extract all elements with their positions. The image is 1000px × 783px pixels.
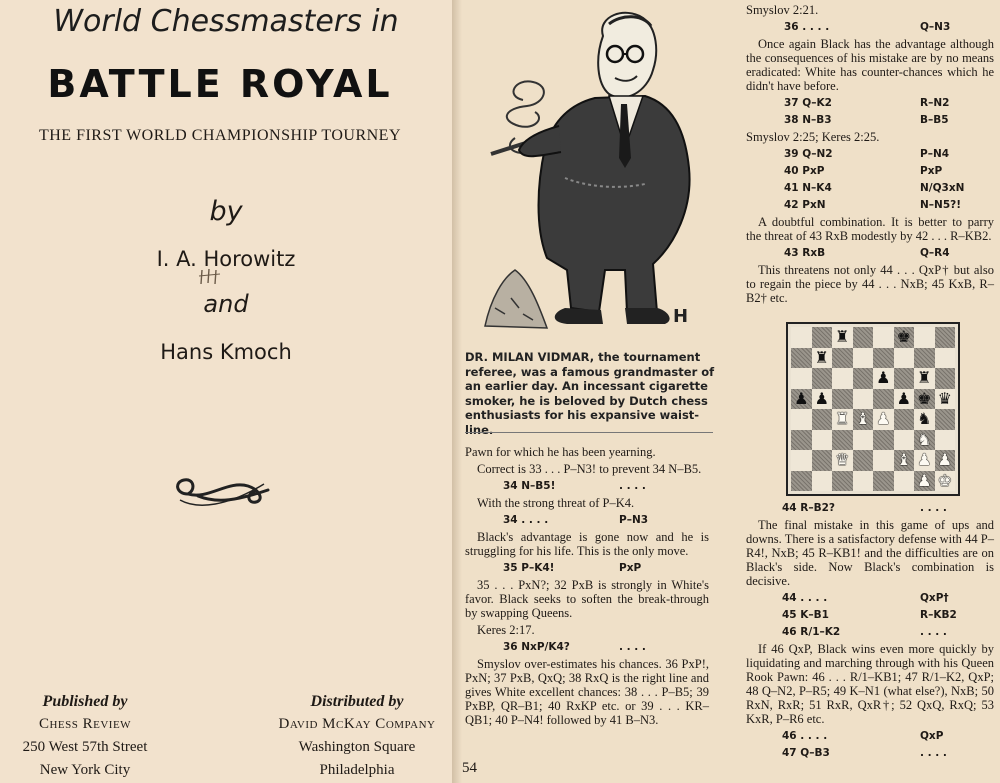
illustration-caption: DR. MILAN VIDMAR, the tournament referee, was a famous grandmaster of an earlier day. An incessant cigarette smoker, he is beloved by Dutch chess enthusiasts for his expansive waist-line.	[465, 350, 715, 437]
black-pawn-icon: ♟	[814, 388, 829, 408]
move-row: 41 N–K4 N/Q3xN	[784, 182, 965, 194]
subtitle: THE FIRST WORLD CHAMPIONSHIP TOURNEY	[38, 127, 402, 144]
board-square	[853, 409, 874, 430]
paragraph: The final mistake in this game of ups and downs. There is a satisfactory defense with 44 P–R4!, NxB; 45 R–KB1! and the difficulties are on Black's side. Now Black's combination is decisive.	[746, 518, 994, 588]
clock-time: Smyslov 2:21.	[746, 3, 819, 17]
board-square	[873, 348, 894, 369]
board-square	[791, 409, 812, 430]
white-pawn-icon: ♟	[876, 409, 891, 429]
move-row: 44 R–B2? . . . .	[782, 502, 947, 514]
board-square	[873, 368, 894, 389]
board-square	[853, 389, 874, 410]
white-queen-icon: ♛	[835, 450, 850, 470]
move-row: 38 N–B3 B–B5	[784, 114, 949, 126]
board-square	[894, 430, 915, 451]
title-line-1: World Chessmasters in	[53, 4, 399, 39]
board-square	[853, 368, 874, 389]
board-square	[791, 450, 812, 471]
black-pawn-icon: ♟	[896, 388, 911, 408]
move-row: 46 R/1–K2 . . . .	[782, 626, 947, 638]
black-king-icon: ♚	[917, 388, 932, 408]
move-row: 36 NxP/K4? . . . .	[503, 641, 646, 653]
distributor-label: Distributed by	[310, 693, 404, 710]
paragraph: This threatens not only 44 . . . QxP† but also to regain the piece by 44 . . . NxB; 45 KxB, R–B2† etc.	[746, 263, 994, 305]
column-c	[746, 500, 994, 763]
publisher-address: 250 West 57th Street	[22, 739, 148, 755]
move-row: 42 PxN N–N5?!	[784, 199, 962, 211]
board-square	[812, 471, 833, 492]
black-king-icon: ♚	[896, 327, 911, 347]
board-square	[812, 327, 833, 348]
artist-initials: H	[673, 306, 689, 327]
paragraph: Smyslov over-estimates his chances. 36 PxP!, PxN; 37 PxB, QxQ; 38 RxQ is the right line and gives White excellent chances: 38 . . . P–B5; 39 PxBP, QR–B1; 40 RxKP etc. or 39 . . . KR–QB1; 40 P–N4! followed by 41 B–N3.	[465, 657, 709, 727]
board-square	[832, 348, 853, 369]
board-square	[791, 389, 812, 410]
white-bishop-icon: ♝	[855, 409, 870, 429]
move-row: 34 N–B5! . . . .	[503, 480, 646, 492]
move-row: 35 P–K4! PxP	[503, 562, 642, 574]
author-horowitz: I. A. Horowitz	[156, 247, 296, 271]
white-bishop-icon: ♝	[896, 450, 911, 470]
main-title: BATTLE ROYAL	[47, 62, 393, 106]
board-square	[873, 471, 894, 492]
by-label: by	[209, 196, 243, 227]
board-square	[894, 471, 915, 492]
move-row: 40 PxP PxP	[784, 165, 943, 177]
and-label: and	[203, 290, 249, 318]
board-square	[853, 471, 874, 492]
column-b	[746, 3, 994, 308]
paragraph: With the strong threat of P–K4.	[477, 496, 635, 510]
distributor-block	[262, 690, 452, 782]
board-square	[832, 368, 853, 389]
board-square	[914, 389, 935, 410]
caricature-illustration	[475, 8, 710, 346]
board-square	[894, 389, 915, 410]
board-square	[853, 348, 874, 369]
column-a	[465, 445, 709, 730]
board-square	[812, 368, 833, 389]
board-square	[832, 327, 853, 348]
board-square	[812, 450, 833, 471]
pencil-mark-icon	[198, 266, 224, 288]
board-square	[873, 450, 894, 471]
board-square	[873, 430, 894, 451]
clock-time: Keres 2:17.	[477, 623, 535, 637]
board-square	[812, 430, 833, 451]
white-pawn-icon: ♟	[917, 470, 932, 490]
board-square	[832, 471, 853, 492]
board-square	[914, 368, 935, 389]
distributor-address: Washington Square	[298, 739, 416, 755]
board-square	[935, 409, 956, 430]
board-square	[914, 471, 935, 492]
white-pawn-icon: ♟	[937, 450, 952, 470]
caption-divider	[465, 432, 713, 433]
publisher-city: New York City	[39, 762, 131, 778]
board-square	[914, 409, 935, 430]
board-square	[853, 430, 874, 451]
chess-diagram	[786, 322, 960, 496]
board-square	[873, 409, 894, 430]
paragraph: If 46 QxP, Black wins even more quickly by liquidating and marching through with his Queen Rook Pawn: 46 . . . R/1–KB1; 47 R/1–K2, QxP; 48 Q–N2, P–R5; 49 K–N1 (what else?), NxB; 50 RxN, RxR; 51 RxR, QxR†; 52 QxQ, RxQ; 53 KxR, P–R6 etc.	[746, 642, 994, 726]
board-square	[894, 327, 915, 348]
publisher-label: Published by	[42, 693, 128, 710]
paragraph: Once again Black has the advantage although the consequences of his mistake are by no means eradicated: White has counter-chances which he didn't have before.	[746, 37, 994, 93]
board-square	[791, 430, 812, 451]
publisher-block	[0, 690, 170, 782]
board-square	[894, 368, 915, 389]
board-square	[853, 327, 874, 348]
publisher-name: Chess Review	[38, 716, 132, 732]
board-square	[832, 430, 853, 451]
board-square	[935, 348, 956, 369]
chess-board	[791, 327, 955, 491]
board-square	[935, 430, 956, 451]
move-row: 37 Q–K2 R–N2	[784, 97, 950, 109]
board-square	[935, 368, 956, 389]
page-number: 54	[462, 760, 477, 776]
move-row: 43 RxB Q–R4	[784, 247, 950, 259]
paragraph: Black's advantage is gone now and he is struggling for his life. This is the only move.	[465, 530, 709, 558]
board-square	[914, 348, 935, 369]
board-square	[791, 327, 812, 348]
white-pawn-icon: ♟	[917, 450, 932, 470]
board-square	[873, 389, 894, 410]
board-square	[935, 450, 956, 471]
black-rook-icon: ♜	[917, 368, 932, 388]
black-queen-icon: ♛	[937, 388, 952, 408]
white-king-icon: ♚	[937, 470, 952, 490]
board-square	[812, 389, 833, 410]
board-square	[853, 450, 874, 471]
move-row: 44 . . . . QxP†	[782, 592, 949, 604]
distributor-city: Philadelphia	[319, 762, 395, 778]
board-square	[812, 409, 833, 430]
board-square	[894, 348, 915, 369]
board-square	[832, 409, 853, 430]
move-row: 47 Q–B3 . . . .	[782, 747, 947, 759]
board-square	[894, 450, 915, 471]
board-square	[894, 409, 915, 430]
paragraph: Pawn for which he has been yearning.	[465, 445, 656, 459]
distributor-name: David McKay Company	[278, 716, 436, 732]
board-square	[935, 327, 956, 348]
board-square	[935, 389, 956, 410]
title-page	[0, 0, 452, 783]
ornament-flourish-icon	[168, 470, 278, 512]
black-pawn-icon: ♟	[794, 388, 809, 408]
black-knight-icon: ♞	[917, 409, 932, 429]
black-rook-icon: ♜	[835, 327, 850, 347]
move-row: 34 . . . . P–N3	[503, 514, 649, 526]
black-rook-icon: ♜	[814, 347, 829, 367]
black-pawn-icon: ♟	[876, 368, 891, 388]
move-row: 36 . . . . Q–N3	[784, 21, 951, 33]
board-square	[914, 450, 935, 471]
paragraph: A doubtful combination. It is better to parry the threat of 43 RxB modestly by 42 . . . R–KB2.	[746, 215, 994, 243]
author-kmoch: Hans Kmoch	[160, 340, 292, 364]
board-square	[791, 348, 812, 369]
board-square	[812, 348, 833, 369]
board-square	[935, 471, 956, 492]
board-square	[914, 327, 935, 348]
white-rook-icon: ♜	[835, 409, 850, 429]
board-square	[832, 450, 853, 471]
white-knight-icon: ♞	[917, 429, 932, 449]
board-square	[832, 389, 853, 410]
board-square	[873, 327, 894, 348]
paragraph: Correct is 33 . . . P–N3! to prevent 34 N–B5.	[477, 462, 702, 476]
board-square	[791, 471, 812, 492]
board-square	[791, 368, 812, 389]
move-row: 45 K–B1 R–KB2	[782, 609, 957, 621]
clock-time: Smyslov 2:25; Keres 2:25.	[746, 130, 880, 144]
move-row: 39 Q–N2 P–N4	[784, 148, 950, 160]
board-square	[914, 430, 935, 451]
move-row: 46 . . . . QxP	[782, 730, 944, 742]
paragraph: 35 . . . PxN?; 32 PxB is strongly in White's favor. Black seeks to soften the break-through by swapping Queens.	[465, 578, 709, 620]
